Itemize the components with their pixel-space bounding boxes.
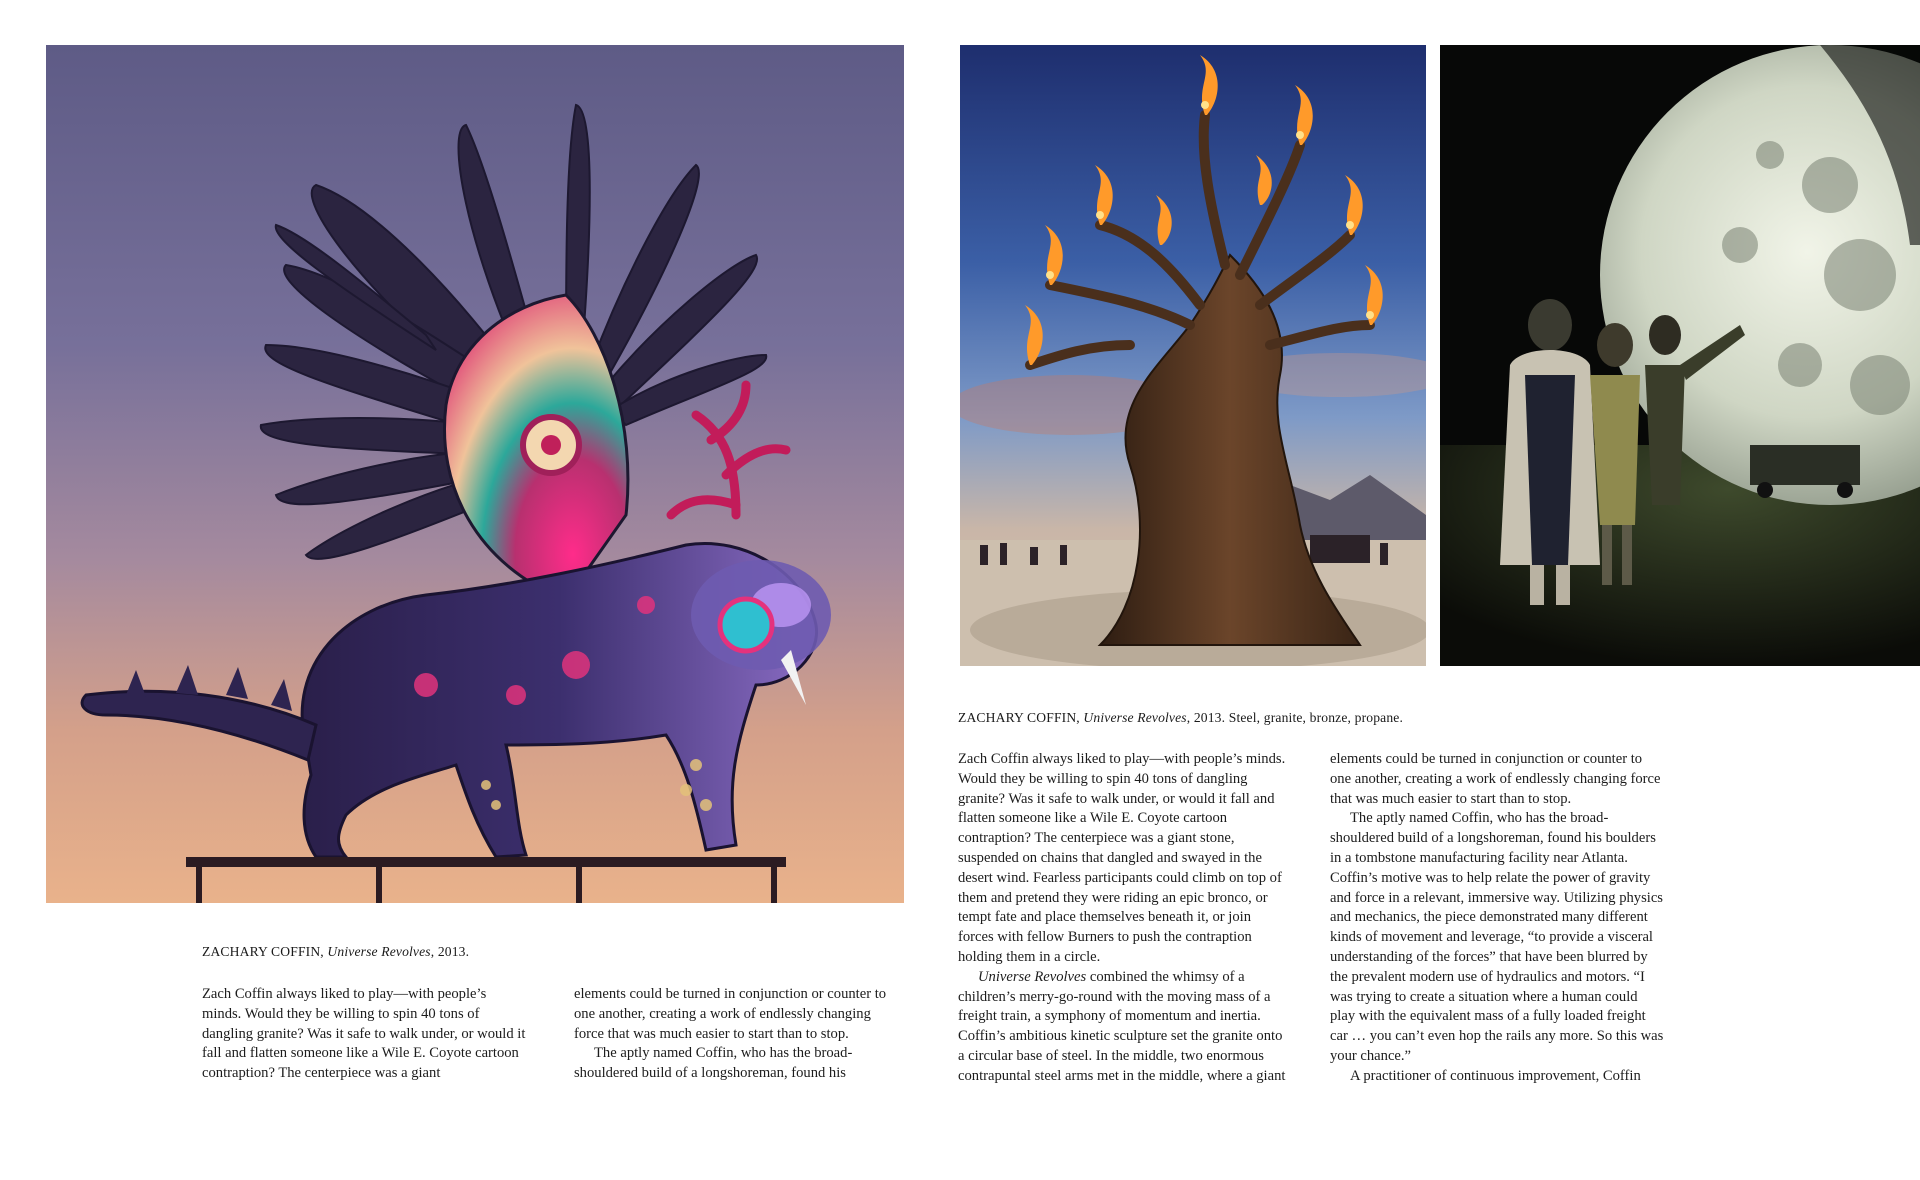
italic-title: Universe Revolves — [978, 968, 1087, 985]
fire-tree-photo — [960, 45, 1426, 666]
paragraph — [958, 968, 1290, 1087]
caption-artist: ZACHARY COFFIN, — [202, 944, 324, 959]
caption-details: , 2013. Steel, granite, bronze, propane. — [1186, 710, 1404, 725]
caption-details: , 2013. — [430, 944, 470, 959]
paragraph: The aptly named Coffin, who has the broad-shouldered build of a longshoreman, found his — [574, 1045, 853, 1082]
right-page-column-2 — [1330, 750, 1664, 1087]
left-page-column-1 — [202, 985, 526, 1084]
caption-title: Universe Revolves — [327, 944, 431, 959]
paragraph-text: combined the whimsy of a children’s merry-go-round with the moving mass of a freight train, a symphony of momentum and inertia. Coffin’s ambitious kinetic sculpture set the granite onto a circular base of steel. In the middle, two enormous contrapuntal steel arms met in the middle, where a giant — [958, 968, 1286, 1084]
alebrije-sculpture-photo — [46, 45, 904, 903]
paragraph: Zach Coffin always liked to play—with people’s minds. Would they be willing to spin 40 tons of dangling granite? Was it safe to walk under, or would it fall and flatten someone like a Wile E. Coyote cartoon contraption? The centerpiece was a giant — [202, 986, 526, 1082]
caption-title: Universe Revolves — [1083, 710, 1187, 725]
right-page-caption — [958, 710, 1403, 726]
paragraph: elements could be turned in conjunction or counter to one another, creating a work of endlessly changing force that was much easier to start than to stop. — [1330, 751, 1661, 807]
caption-artist: ZACHARY COFFIN, — [958, 710, 1080, 725]
right-page-column-1 — [958, 750, 1290, 1087]
paragraph: A practitioner of continuous improvement, Coffin — [1350, 1067, 1641, 1084]
paragraph: Zach Coffin always liked to play—with people’s minds. Would they be willing to spin 40 tons of dangling granite? Was it safe to walk under, or would it fall and flatten someone like a Wile E. Coyote cartoon contraption? The centerpiece was a giant stone, suspended on chains that dangled and swayed in the desert wind. Fearless participants could climb on top of them and pretend they were riding an epic bronco, or tempt fate and place themselves beneath it, or join forces with fellow Burners to push the contraption holding them in a circle. — [958, 751, 1286, 965]
left-page-column-2 — [574, 985, 904, 1084]
left-page-caption — [202, 944, 469, 960]
glowing-moon-photo — [1440, 45, 1920, 666]
paragraph: elements could be turned in conjunction or counter to one another, creating a work of endlessly changing force that was much easier to start than to stop. — [574, 986, 887, 1042]
paragraph: The aptly named Coffin, who has the broad-shouldered build of a longshoreman, found his boulders in a tombstone manufacturing facility near Atlanta. Coffin’s motive was to help relate the power of gravity and force in a relevant, immersive way. Utilizing physics and mechanics, the piece demonstrated many different kinds of movement and leverage, “to provide a visceral understanding of the forces” that have been blurred by the prevalent modern use of hydraulics and motors. “I was trying to create a situation where a human could play with the equivalent mass of a fully loaded freight car … you can’t even hop the rails any more. So this was your chance.” — [1330, 810, 1664, 1064]
